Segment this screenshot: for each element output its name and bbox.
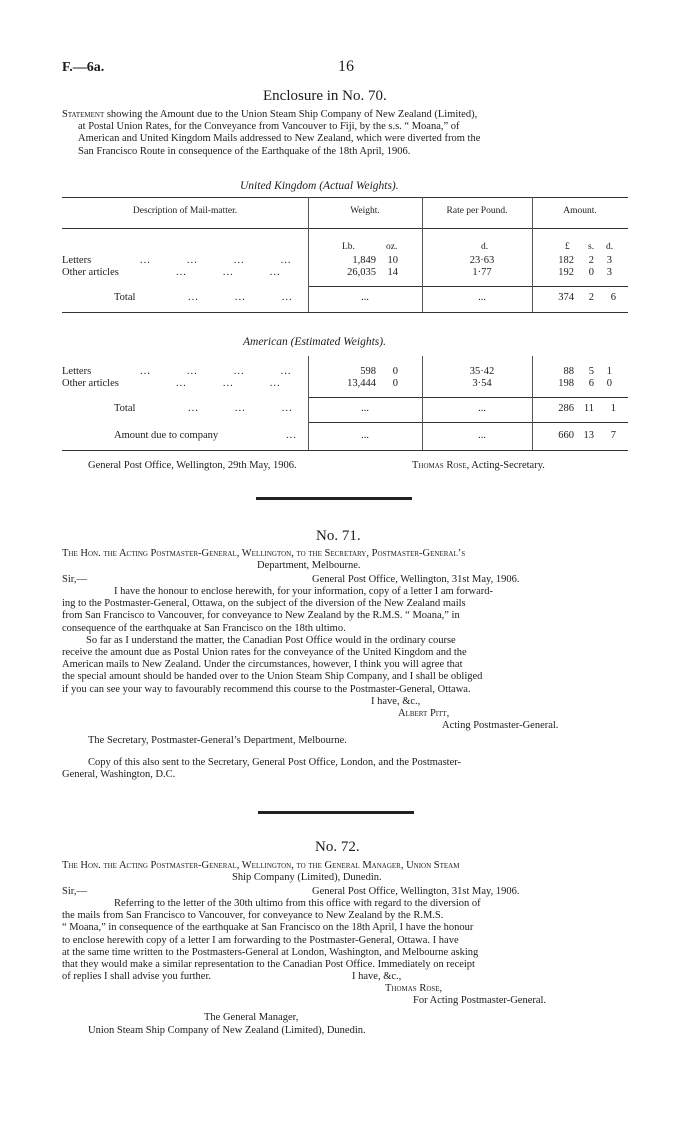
no71-copy-line: Copy of this also sent to the Secretary, General Post Office, London, and the Postmaster-	[88, 757, 462, 768]
no71-line: So far as I understand the matter, the Canadian Post Office would in the ordinary course	[86, 634, 456, 646]
no72-dateline: General Post Office, Wellington, 31st May, 1906.	[312, 886, 520, 897]
no72-body	[62, 898, 628, 971]
no71-signer: Albert Pitt,	[398, 708, 450, 719]
rate-dots: ...	[478, 430, 486, 441]
amount-pounds: 286	[558, 403, 574, 414]
amount-shillings: 0	[588, 267, 594, 278]
row-label: Letters	[62, 255, 92, 266]
enclosure-footer-right: Thomas Rose, Acting-Secretary.	[412, 460, 545, 471]
weight-oz: 10	[387, 255, 398, 266]
no71-title: No. 71.	[316, 528, 361, 544]
unit-lb: Lb.	[342, 242, 355, 252]
amount-shillings: 6	[588, 378, 594, 389]
unit-pound: £	[565, 242, 570, 252]
am-total-bottom-rule	[308, 422, 628, 423]
amount-pounds: 192	[558, 267, 574, 278]
statement-line-1: showing the Amount due to the Union Steam Ship Company of New Zealand (Limited),	[104, 109, 478, 120]
row-label: Other articles	[62, 378, 119, 389]
section-rule-2	[258, 811, 414, 814]
no71-line: I have the honour to enclose herewith, for your information, copy of a letter I am forward-	[114, 586, 494, 597]
weight-lb: 26,035	[347, 267, 376, 278]
no72-address-line2: Ship Company (Limited), Dunedin.	[232, 872, 382, 883]
amount-pence: 1	[610, 403, 616, 414]
no71-line: receive the amount due as Postal Union rates for the conveyance of the United Kingdom and the	[62, 647, 467, 659]
row-label: Letters	[62, 366, 92, 377]
statement-line-4: San Francisco Route in consequence of the Earthquake of the 18th April, 1906.	[78, 145, 411, 157]
leader-dots: ... ... ... ...	[140, 366, 292, 377]
col-header-weight: Weight.	[350, 206, 380, 216]
enclosure-footer-left: General Post Office, Wellington, 29th May, 1906.	[88, 460, 297, 471]
no71-copy-line: General, Washington, D.C.	[62, 769, 176, 781]
unit-d: d.	[481, 242, 489, 252]
unit-oz: oz.	[386, 242, 398, 252]
no71-body	[62, 586, 628, 696]
rate-dots: ...	[478, 292, 486, 303]
row-label: Total	[114, 403, 136, 414]
no72-line: Referring to the letter of the 30th ultimo from this office with regard to the diversion of	[114, 898, 481, 909]
statement-lead: Statement	[62, 109, 105, 120]
statement-paragraph	[62, 109, 627, 158]
no72-line: at the same time written to the Postmasters-General at London, Washington, and Melbourne asking	[62, 946, 479, 958]
amount-pounds: 374	[558, 292, 574, 303]
no72-line: “ Moana,” in consequence of the earthquake at San Francisco on the 18th April, I have the honour	[62, 922, 474, 934]
leader-dots: ... ... ...	[188, 292, 293, 303]
page-number: 16	[338, 58, 354, 75]
amount-pounds: 198	[558, 378, 574, 389]
col-header-rate: Rate per Pound.	[446, 206, 508, 216]
amount-pence: 1	[606, 366, 612, 377]
amount-pounds: 660	[558, 430, 574, 441]
no71-line: ing to the Postmaster-General, Ottawa, on the subject of the diversion of the New Zealand mails	[62, 598, 466, 610]
amount-pounds: 88	[563, 366, 574, 377]
no71-line: American mails to New Zealand. Under the circumstances, however, I think you will agree that	[62, 659, 463, 671]
amount-pence: 6	[610, 292, 616, 303]
no72-addressee-line2: Union Steam Ship Company of New Zealand (Limited), Dunedin.	[88, 1025, 366, 1036]
weight-dots: ...	[361, 430, 369, 441]
unit-s: s.	[588, 242, 595, 252]
no71-closing: I have, &c.,	[371, 696, 421, 707]
header-bottom-rule	[62, 228, 628, 229]
amount-pence: 0	[606, 378, 612, 389]
col-divider-2-lower	[422, 356, 423, 450]
amount-shillings: 5	[588, 366, 594, 377]
weight-oz: 0	[392, 378, 398, 389]
weight-oz: 0	[392, 366, 398, 377]
amount-shillings: 13	[583, 430, 594, 441]
weight-lb: 1,849	[352, 255, 376, 266]
col-header-description: Description of Mail-matter.	[132, 206, 238, 216]
no72-signer-title: For Acting Postmaster-General.	[413, 995, 547, 1006]
no71-line: the special amount should be handed over to the Union Steam Ship Company, and I shall be obliged	[62, 671, 483, 683]
no71-signer-title: Acting Postmaster-General.	[442, 720, 559, 731]
weight-dots: ...	[361, 403, 369, 414]
leader-dots: ... ... ...	[176, 267, 281, 278]
uk-heading: United Kingdom (Actual Weights).	[240, 180, 399, 192]
weight-lb: 598	[360, 366, 376, 377]
row-label: Amount due to company	[114, 430, 219, 441]
amount-shillings: 2	[588, 255, 594, 266]
amount-pence: 3	[606, 255, 612, 266]
no72-closing: I have, &c.,	[352, 971, 402, 982]
rate: 35·42	[469, 366, 495, 377]
no72-signer: Thomas Rose,	[385, 983, 443, 994]
enclosure-title: Enclosure in No. 70.	[263, 88, 387, 104]
no72-title: No. 72.	[315, 839, 360, 855]
leader-dots: ...	[286, 430, 297, 441]
leader-dots: ... ... ...	[176, 378, 281, 389]
statement-line-2: at Postal Union Rates, for the Conveyance from Vancouver to Fiji, by the s.s. “ Moana,” of	[78, 121, 460, 133]
row-label: Total	[114, 292, 136, 303]
no72-salutation: Sir,—	[62, 886, 87, 897]
leader-dots: ... ... ...	[188, 403, 293, 414]
no71-line: from San Francisco to Vancouver, for conveyance to New Zealand by the R.M.S. “ Moana,” in	[62, 610, 460, 622]
no72-line: that they would make a similar representation to the Canadian Post Office. Immediately on receipt	[62, 959, 475, 971]
unit-d2: d.	[606, 242, 614, 252]
weight-oz: 14	[387, 267, 398, 278]
no71-dateline: General Post Office, Wellington, 31st May, 1906.	[312, 574, 520, 585]
col-divider-3-lower	[532, 356, 533, 450]
amount-pence: 3	[606, 267, 612, 278]
amount-pence: 7	[610, 430, 616, 441]
amount-shillings: 2	[588, 292, 594, 303]
no71-line: consequence of the earthquake at San Francisco on the 18th ultimo.	[62, 622, 346, 634]
no72-last-body: of replies I shall advise you further.	[62, 971, 211, 982]
no72-line: to enclose herewith copy of a letter I am forwarding to the Postmaster-General, Ottawa. I have	[62, 934, 459, 946]
weight-lb: 13,444	[347, 378, 376, 389]
am-total-top-rule	[308, 397, 628, 398]
amount-shillings: 11	[583, 403, 594, 414]
statement-line-3: American and United Kingdom Mails addressed to New Zealand, which were diverted from the	[78, 133, 481, 145]
weight-dots: ...	[361, 292, 369, 303]
amount-pounds: 182	[558, 255, 574, 266]
american-heading: American (Estimated Weights).	[243, 336, 386, 348]
section-rule-1	[256, 497, 412, 500]
table-top-rule	[62, 197, 628, 198]
rate: 3·54	[472, 378, 492, 389]
no71-salutation: Sir,—	[62, 574, 87, 585]
no72-addressee-line1: The General Manager,	[204, 1012, 299, 1023]
no72-line: the mails from San Francisco to Vancouver, for conveyance to New Zealand by the R.M.S.	[62, 910, 444, 922]
rate-dots: ...	[478, 403, 486, 414]
rate: 1·77	[472, 267, 492, 278]
table-bottom-rule	[62, 450, 628, 451]
no71-line: if you can see your way to favourably recommend this course to the Postmaster-General, Ottawa.	[62, 683, 471, 695]
col-header-amount: Amount.	[563, 206, 597, 216]
uk-total-bottom-rule	[62, 312, 628, 313]
uk-total-top-rule	[308, 286, 628, 287]
no72-address-line1: The Hon. the Acting Postmaster-General, Wellington, to the General Manager, Union Steam	[62, 860, 460, 871]
row-label: Other articles	[62, 267, 119, 278]
no71-address-line2: Department, Melbourne.	[257, 560, 361, 571]
no71-addressee: The Secretary, Postmaster-General’s Department, Melbourne.	[88, 735, 347, 746]
leader-dots: ... ... ... ...	[140, 255, 292, 266]
document-reference: F.—6a.	[62, 60, 105, 75]
no71-copy-note	[62, 757, 628, 781]
rate: 23·63	[469, 255, 495, 266]
no71-address-line1: The Hon. the Acting Postmaster-General, Wellington, to the Secretary, Postmaster-General’s	[62, 548, 466, 559]
